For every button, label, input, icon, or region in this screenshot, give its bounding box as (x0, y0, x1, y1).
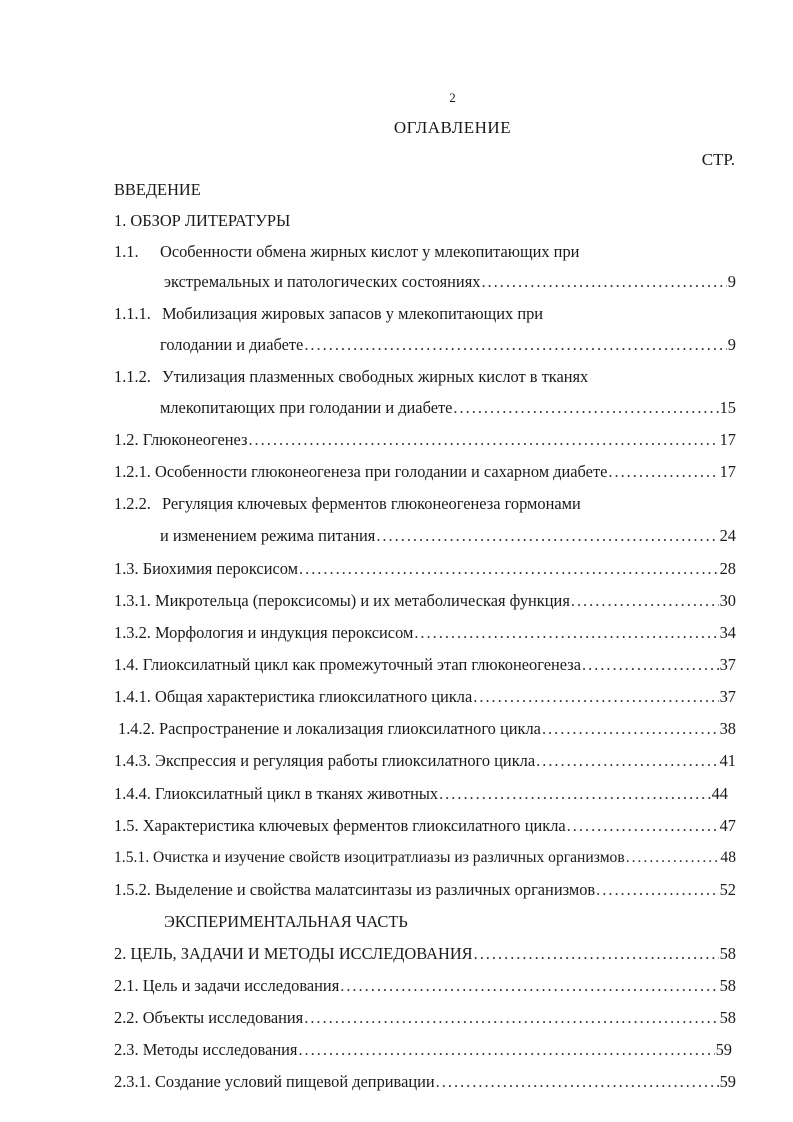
entry-title: 1.3.1. Микротельца (пероксисомы) и их метаболическая функция (114, 591, 570, 610)
entry-title: и изменением режима питания (160, 526, 376, 545)
entry-title: 2.1. Цель и задачи исследования (114, 976, 340, 995)
dot-leader (596, 880, 718, 900)
toc-entry-1-1-1 (114, 304, 543, 324)
entry-page: 37 (719, 687, 736, 706)
entry-number: 1.2.2. (114, 494, 151, 513)
entry-title: 1.4. Глиоксилатный цикл как промежуточный этап глюконеогенеза (114, 655, 581, 674)
toc-entry-1-1-2-cont (160, 398, 736, 418)
entry-page: 48 (720, 849, 736, 866)
dot-leader (340, 976, 718, 996)
entry-title: 2.3.1. Создание условий пищевой депривации (114, 1072, 435, 1091)
toc-entry-1-1 (114, 242, 579, 262)
entry-page: 37 (719, 655, 736, 674)
toc-entry-experimental-part: ЭКСПЕРИМЕНТАЛЬНАЯ ЧАСТЬ (164, 912, 408, 931)
entry-page: 30 (719, 591, 736, 610)
entry-page: 52 (719, 880, 736, 899)
toc-entry-1-3-2 (114, 623, 736, 643)
entry-title: 2.3. Методы исследования (114, 1040, 298, 1059)
toc-entry-1-2-2-cont (160, 526, 736, 546)
entry-number: 1.1. (114, 242, 139, 261)
toc-entry-1-4-4 (114, 784, 728, 804)
entry-page: 28 (719, 559, 736, 578)
entry-number: 1.1.2. (114, 367, 151, 386)
toc-entry-1-3 (114, 559, 736, 579)
toc-entry-2-3-1 (114, 1072, 736, 1092)
dot-leader (474, 944, 719, 964)
entry-title: млекопитающих при голодании и диабете (160, 398, 453, 417)
entry-title: 2.2. Объекты исследования (114, 1008, 304, 1027)
entry-title: Особенности обмена жирных кислот у млекопитающих при (160, 242, 580, 261)
dot-leader (304, 1008, 718, 1028)
toc-entry-1-4-1 (114, 687, 736, 707)
dot-leader (536, 751, 718, 771)
toc-entry-2-1 (114, 976, 736, 996)
toc-entry-2-3 (114, 1040, 732, 1060)
toc-entry-1-5 (114, 816, 736, 836)
dot-leader (608, 462, 718, 482)
dot-leader (439, 784, 711, 804)
dot-leader (299, 559, 719, 579)
entry-page: 34 (719, 623, 736, 642)
entry-title: экстремальных и патологических состояниях (164, 272, 481, 291)
entry-page: 44 (711, 784, 728, 803)
toc-title: ОГЛАВЛЕНИЕ (393, 118, 512, 137)
dot-leader (571, 591, 719, 611)
toc-entry-1-4 (114, 655, 736, 675)
toc-entry-literature-review: 1. ОБЗОР ЛИТЕРАТУРЫ (114, 211, 291, 230)
dot-leader (582, 655, 719, 675)
entry-page: 58 (719, 976, 736, 995)
entry-title: Утилизация плазменных свободных жирных кислот в тканях (162, 367, 589, 386)
toc-entry-2-2 (114, 1008, 736, 1028)
entry-page: 17 (719, 430, 736, 449)
entry-page: 58 (719, 944, 736, 963)
toc-entry-introduction: ВВЕДЕНИЕ (114, 180, 201, 199)
dot-leader (481, 272, 726, 292)
entry-page: 58 (719, 1008, 736, 1027)
entry-title: Мобилизация жировых запасов у млекопитающих при (162, 304, 544, 323)
dot-leader (626, 848, 720, 868)
entry-title: 1.5.2. Выделение и свойства малатсинтазы из различных организмов (114, 880, 596, 899)
entry-title: Регуляция ключевых ферментов глюконеогенеза гормонами (162, 494, 581, 513)
entry-title: 1.5.1. Очистка и изучение свойств изоцитратлиазы из различных организмов (114, 849, 625, 866)
toc-entry-1-5-1 (114, 848, 736, 868)
dot-leader (453, 398, 718, 418)
entry-title: 1.3. Биохимия пероксисом (114, 559, 298, 578)
dot-leader (376, 526, 718, 546)
toc-entry-1-5-2 (114, 880, 736, 900)
entry-title: голодании и диабете (160, 335, 304, 354)
toc-entry-2 (114, 944, 736, 964)
dot-leader (248, 430, 718, 450)
toc-entry-1-3-1 (114, 591, 736, 611)
entry-title: 1.4.4. Глиоксилатный цикл в тканях животных (114, 784, 439, 803)
toc-entry-1-4-3 (114, 751, 736, 771)
dot-leader (414, 623, 718, 643)
entry-title: 1.4.2. Распространение и локализация глиоксилатного цикла (118, 719, 541, 738)
toc-entry-1-4-2 (118, 719, 736, 739)
toc-entry-1-1-cont (164, 272, 736, 292)
entry-page: 59 (715, 1040, 732, 1059)
entry-title: 1.2. Глюконеогенез (114, 430, 248, 449)
entry-page: 9 (727, 272, 736, 291)
entry-page: 59 (719, 1072, 736, 1091)
page-column-label: СТР. (701, 150, 735, 169)
entry-page: 38 (719, 719, 736, 738)
dot-leader (567, 816, 719, 836)
entry-title: 1.2.1. Особенности глюконеогенеза при голодании и сахарном диабете (114, 462, 608, 481)
dot-leader (542, 719, 719, 739)
entry-page: 9 (727, 335, 736, 354)
entry-title: 2. ЦЕЛЬ, ЗАДАЧИ И МЕТОДЫ ИССЛЕДОВАНИЯ (114, 944, 473, 963)
dot-leader (436, 1072, 719, 1092)
toc-entry-1-2-2 (114, 494, 581, 514)
toc-entry-1-1-1-cont (160, 335, 736, 355)
dot-leader (473, 687, 718, 707)
dot-leader (298, 1040, 714, 1060)
entry-title: 1.4.3. Экспрессия и регуляция работы глиоксилатного цикла (114, 751, 536, 770)
entry-page: 24 (719, 526, 736, 545)
toc-entry-1-2-1 (114, 462, 736, 482)
entry-page: 47 (719, 816, 736, 835)
page-number: 2 (449, 90, 456, 105)
entry-title: 1.3.2. Морфология и индукция пероксисом (114, 623, 414, 642)
entry-page: 41 (719, 751, 736, 770)
entry-page: 15 (719, 398, 736, 417)
toc-entry-1-1-2 (114, 367, 588, 387)
dot-leader (304, 335, 726, 355)
toc-entry-1-2 (114, 430, 736, 450)
entry-page: 17 (719, 462, 736, 481)
entry-number: 1.1.1. (114, 304, 151, 323)
entry-title: 1.5. Характеристика ключевых ферментов глиоксилатного цикла (114, 816, 566, 835)
entry-title: 1.4.1. Общая характеристика глиоксилатного цикла (114, 687, 473, 706)
